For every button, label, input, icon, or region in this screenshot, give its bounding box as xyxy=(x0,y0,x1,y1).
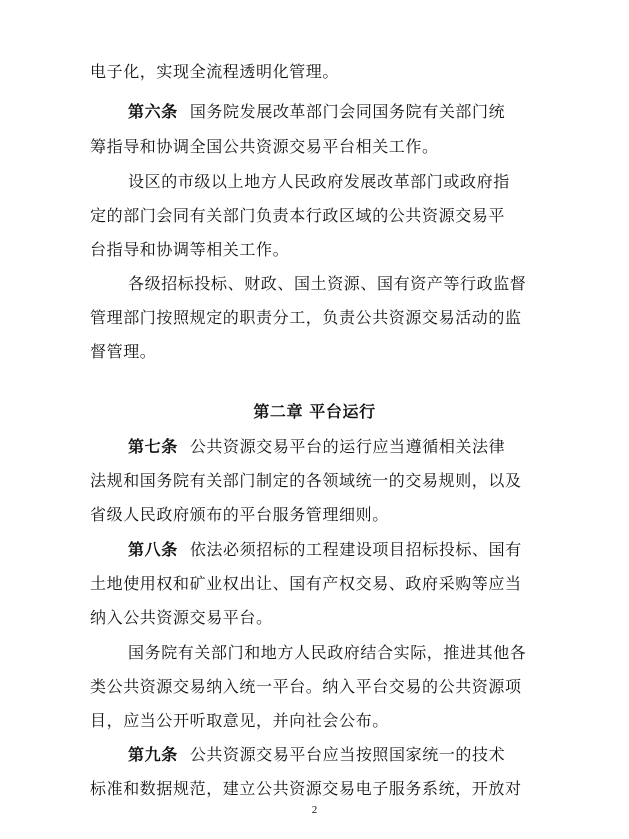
paragraph-line xyxy=(90,206,505,226)
text-line: 目，应当公开听取意见，并向社会公布。 xyxy=(90,711,389,730)
text-line: 土地使用权和矿业权出让、国有产权交易、政府采购等应当 xyxy=(90,574,522,593)
text-line: 管理部门按照规定的职责分工，负责公共资源交易活动的监 xyxy=(90,308,522,327)
article-8-line xyxy=(128,540,522,560)
text-line: 省级人民政府颁布的平台服务管理细则。 xyxy=(90,505,389,524)
paragraph-line xyxy=(90,711,389,731)
paragraph-line xyxy=(90,342,156,362)
text-line: 国务院有关部门和地方人民政府结合实际，推进其他各 xyxy=(128,643,527,662)
paragraph-line xyxy=(90,779,522,799)
paragraph-line xyxy=(90,62,339,82)
text-line: 台指导和协调等相关工作。 xyxy=(90,240,290,259)
paragraph-line xyxy=(128,172,510,192)
text-line: 标准和数据规范，建立公共资源交易电子服务系统，开放对 xyxy=(90,779,522,798)
text-line: 筹指导和协调全国公共资源交易平台相关工作。 xyxy=(90,137,439,156)
paragraph-line xyxy=(90,608,273,628)
paragraph-line xyxy=(90,240,289,260)
paragraph-line xyxy=(90,505,389,525)
article-7-line xyxy=(128,437,505,457)
text-line: 电子化，实现全流程透明化管理。 xyxy=(90,62,340,81)
text-line: 纳入公共资源交易平台。 xyxy=(90,608,273,627)
article-9-line xyxy=(128,745,505,765)
paragraph-line xyxy=(90,137,439,157)
text-line: 类公共资源交易纳入统一平台。纳入平台交易的公共资源项 xyxy=(90,677,522,696)
text-line: 公共资源交易平台的运行应当遵循相关法律 xyxy=(189,437,506,456)
paragraph-line xyxy=(128,274,526,294)
text-line: 各级招标投标、财政、国土资源、国有资产等行政监督 xyxy=(128,274,527,293)
paragraph-line xyxy=(90,574,522,594)
paragraph-line xyxy=(90,308,522,328)
text-line: 定的部门会同有关部门负责本行政区域的公共资源交易平 xyxy=(90,206,506,225)
page-number: 2 xyxy=(311,804,318,816)
text-line: 设区的市级以上地方人民政府发展改革部门或政府指 xyxy=(128,172,510,191)
text-line: 国务院发展改革部门会同国务院有关部门统 xyxy=(189,102,506,121)
text-line: 依法必须招标的工程建设项目招标投标、国有 xyxy=(189,540,522,559)
article-6-line xyxy=(128,102,505,122)
article-6-label: 第六条 xyxy=(128,102,178,121)
paragraph-line xyxy=(90,677,522,697)
text-line: 公共资源交易平台应当按照国家统一的技术 xyxy=(189,745,506,764)
article-8-label: 第八条 xyxy=(128,540,178,559)
paragraph-line xyxy=(128,643,526,663)
text-line: 法规和国务院有关部门制定的各领域统一的交易规则，以及 xyxy=(90,471,522,490)
text-line: 督管理。 xyxy=(90,342,157,361)
paragraph-line xyxy=(90,471,522,491)
article-7-label: 第七条 xyxy=(128,437,178,456)
chapter-title: 第二章 平台运行 xyxy=(253,402,376,421)
article-9-label: 第九条 xyxy=(128,745,178,764)
